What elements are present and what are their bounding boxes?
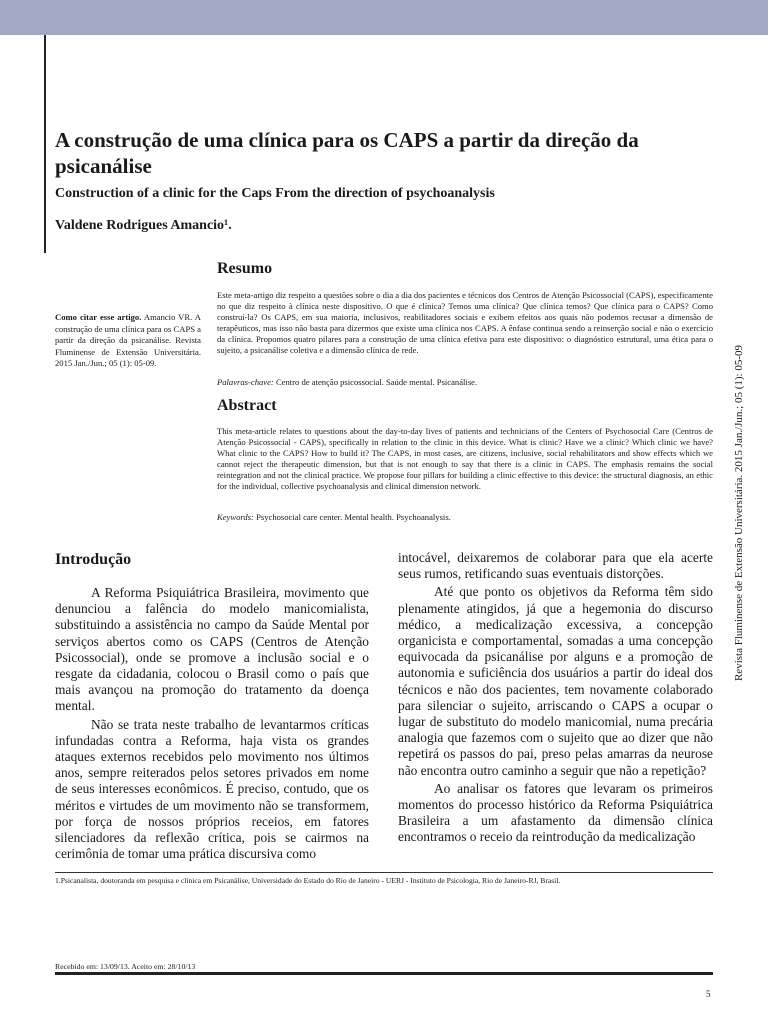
citation-text: Amancio VR. A construção de uma clínica para os CAPS a partir da direção da psicanálise. Revista Fluminense de Extensão Universitária. 2015 Jan./Jun.; 05 (1): 05-09. — [55, 312, 201, 369]
journal-vertical-label-box — [729, 343, 749, 683]
resumo-heading: Resumo — [217, 260, 273, 277]
footnote: 1.Psicanalista, doutoranda em pesquisa e clínica em Psicanálise, Universidade do Estado do Rio de Janeiro - UERJ - Instituto de Psicologia, Rio de Janeiro-RJ, Brasil. — [55, 876, 561, 885]
page-number: 5 — [706, 989, 711, 999]
resumo-keywords-text: Centro de atenção psicossocial. Saúde mental. Psicanálise. — [275, 377, 478, 387]
left-vertical-rule — [44, 35, 46, 253]
article-title: A construção de uma clínica para os CAPS a partir da direção da psicanálise — [55, 128, 639, 178]
citation-label: Como citar esse artigo. — [55, 312, 142, 322]
paragraph: intocável, deixaremos de colaborar para que ela acerte seus rumos, retificando suas eventuais distorções. — [398, 550, 713, 582]
abstract-keywords — [217, 512, 713, 523]
body-column-left — [55, 585, 369, 864]
paragraph: Não se trata neste trabalho de levantarmos críticas infundadas contra a Reforma, haja vista os grandes ataques externos recebidos pelo movimento nos últimos anos, sempre reiterados pelos setores privados em nome de seus interesses econômicos. É preciso, contudo, que os méritos e virtudes de um movimento não se transformem, por força de nossos próprios receios, em fatores silenciadores da reflexão crítica, pois se cairmos na cerimônia de tomar uma prática discursiva como — [55, 716, 369, 862]
resumo-body: Este meta-artigo diz respeito a questões sobre o dia a dia dos pacientes e técnicos dos Centros de Atenção Psicossocial (CAPS), especificamente no que diz respeito à clínica neste dispositivo. O que é clínica? Temos uma clínica? Que clínica temos? Que clínica para o CAPS? Como construí-la? Os CAPS, em sua maioria, inclusivos, reabilitadores sociais e exibem efeitos aos quais não podemos recusar a dimensão de terapêuticos, mas isso não basta para dizermos que existe uma clínica nos CAPS. A ênfase continua sendo a reinserção social e não o exercício da clínica. Propomos quatro pilares para a construção de uma clínica efetiva para este dispositivo: o diagnóstico estrutural, uma ética para o sujeito, a psicanálise coletiva e a dimensão clínica de rede. — [217, 290, 713, 355]
resumo-keywords-label: Palavras-chave: — [217, 377, 274, 387]
abstract-keywords-text: Psychosocial care center. Mental health. Psychoanalysis. — [256, 512, 451, 522]
journal-vertical-label: Revista Fluminense de Extensão Universitária. 2015 Jan./Jun.; 05 (1): 05-09 — [733, 344, 745, 682]
resumo-keywords — [217, 377, 713, 388]
received-dates: Recebido em: 13/09/13. Aceito em: 28/10/13 — [55, 962, 196, 971]
author-name: Valdene Rodrigues Amancio¹. — [55, 218, 232, 233]
body-column-right — [398, 550, 713, 848]
article-subtitle-english: Construction of a clinic for the Caps From the direction of psychoanalysis — [55, 186, 495, 201]
abstract-heading: Abstract — [217, 397, 277, 414]
paragraph: Até que ponto os objetivos da Reforma têm sido plenamente atingidos, já que a hegemonia do discurso médico, a medicalização excessiva, a concepção organicista e comportamental, somadas a uma concepção equivocada da psicanálise por alguns e a promoção de autonomia e suficiência dos usuários a partir do ideal dos técnicos e não dos pacientes, tem novamente colaborado para silenciar o sujeito, arriscando o CAPS a ocupar o lugar de substituto do modelo manicomial, numa precária analogia que fazemos com o sujeito que ao dizer que não repetirá os passos do pai, preso pelas amarras da neurose não encontra outro caminho a seguir que não a repetição? — [398, 584, 713, 778]
introduction-heading: Introdução — [55, 551, 132, 568]
top-color-bar — [0, 0, 768, 35]
footnote-divider — [55, 872, 713, 873]
bottom-rule — [55, 972, 713, 975]
paragraph: A Reforma Psiquiátrica Brasileira, movimento que denunciou a falência do modelo manicomialista, substituindo a assistência no campo da Saúde Mental por serviços abertos como os CAPS (Centros de Atenção Psicossocial), onde se promove a inclusão social e o resgate da cidadania, colocou o Brasil como o país que mais avançou na promoção do tratamento da doença mental. — [55, 585, 369, 714]
citation-box — [55, 312, 201, 370]
paragraph: Ao analisar os fatores que levaram os primeiros momentos do processo histórico da Reforma Psiquiátrica Brasileira a um afastamento da dimensão clínica encontramos o receio da reintrodução da medicalização — [398, 780, 713, 845]
abstract-body: This meta-article relates to questions about the day-to-day lives of patients and technicians of the Centers of Psychosocial Care (Centros de Atenção Psicossocial - CAPS), specifically in relation to the clinic in this device. What is clinic? Have we a clinic? Which clinic we have? What clinic to the CAPS? How to build it? The CAPS, in most cases, are citizens, inclusive, social rehabilitators and show effects which we cannot reject the therapeutic dimension, but that is not enough to say that there is a clinic in CAPS. The emphasis remains the social reintegration and not the clinical practice. We propose four pillars for building a clinic effective to this device: the structural diagnosis, an ethic for the individual, collective psychoanalysis and clinical dimension network. — [217, 426, 713, 491]
abstract-keywords-label: Keywords: — [217, 512, 254, 522]
